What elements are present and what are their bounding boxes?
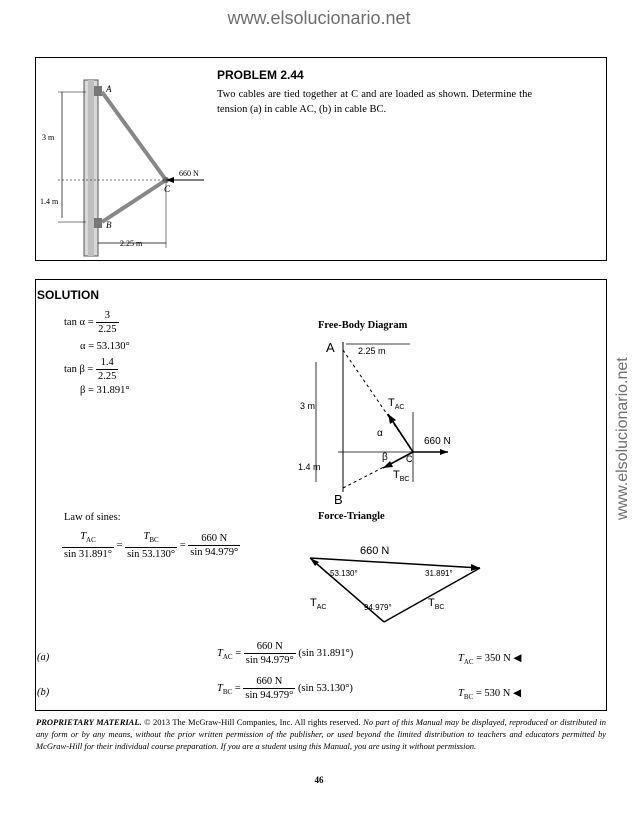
answer-b-value: $T_{BC} = 530$ N ◀ [458, 688, 522, 702]
fig-dim-3: 3 m [42, 133, 55, 142]
fbd-dim-14: 1.4 m [298, 462, 321, 472]
law-of-sines-eq: $\frac{T_{AC}}{\sin 31.891^\circ}$ = $\frac{T_{BC}}{\sin 53.130^\circ}$ = $\frac{660 N}{\sin 94.979^\circ}$ [64, 531, 239, 561]
tri-force: 660 N [360, 545, 390, 557]
tri-tac: $T_{AC}$ [310, 597, 327, 611]
fig-dim-225: 2.25 m [120, 239, 143, 248]
fbd-dim-3: 3 m [300, 401, 316, 411]
law-of-sines-label: Law of sines: [64, 512, 121, 523]
fbd-label-a: A [326, 340, 335, 355]
fig-label-a: A [106, 84, 112, 94]
fbd-label-b: B [334, 492, 343, 507]
free-body-diagram [298, 332, 468, 510]
proprietary-notice: PROPRIETARY MATERIAL. © 2013 The McGraw-Hill Companies, Inc. All rights reserved. No part of this Manual may be displayed, reproduced or distributed in any form or by any means, without the prior written permission of the publisher, or used beyond the limited distribution to teachers and educators permitted by McGraw-Hill for their individual course preparation. If you are a student using this Manual, you are using it without permission. [36, 717, 607, 751]
problem-text: Two cables are tied together at C and are loaded as shown. Determine the tension (a) in cable AC, (b) in cable BC. [217, 89, 532, 115]
problem-title: PROBLEM 2.44 [217, 68, 304, 82]
problem-figure [36, 58, 216, 258]
force-triangle-title: Force-Triangle [318, 511, 385, 522]
tan-beta-eq: tan β = $\frac{1.4}{2.25}$ [64, 357, 117, 382]
tri-angle2: 31.891° [425, 569, 453, 578]
page-number: 46 [314, 775, 324, 785]
fbd-label-c: C [406, 454, 413, 464]
fbd-force: 660 N [424, 436, 451, 447]
fig-force: 660 N [179, 169, 199, 178]
fbd-beta: β [382, 452, 388, 463]
tan-alpha-eq: tan α = $\frac{3}{2.25}$ [64, 310, 117, 335]
fig-label-c: C [164, 184, 171, 194]
answer-b-label: (b) [37, 687, 50, 698]
fbd-tbc: $T_{BC}$ [393, 469, 410, 483]
tri-angle3: 94.979° [364, 603, 392, 612]
fig-dim-14: 1.4 m [40, 197, 59, 206]
watermark-side: www.elsolucionario.net [614, 357, 631, 520]
answer-a-value: $T_{AC} = 350$ N ◀ [458, 653, 522, 667]
fbd-tac: $T_{AC}$ [388, 397, 405, 411]
fbd-dim-225: 2.25 m [358, 346, 386, 356]
beta-value: β = 31.891° [80, 385, 130, 396]
watermark-top: www.elsolucionario.net [227, 8, 411, 28]
fbd-title: Free-Body Diagram [318, 320, 408, 331]
tri-tbc: $T_{BC}$ [428, 597, 445, 611]
fbd-alpha: α [377, 428, 383, 439]
solution-title: SOLUTION [37, 288, 99, 302]
alpha-value: α = 53.130° [80, 341, 130, 352]
fig-label-b: B [106, 220, 112, 230]
answer-b-eq: $T_{BC}$ = $\frac{660 N}{\sin 94.979^\circ}$ (sin 53.130°) [217, 676, 353, 701]
tri-angle1: 53.130° [330, 569, 358, 578]
answer-a-label: (a) [37, 652, 50, 663]
answer-a-eq: $T_{AC}$ = $\frac{660 N}{\sin 94.979^\circ}$ (sin 31.891°) [217, 641, 354, 666]
force-triangle [300, 540, 490, 640]
